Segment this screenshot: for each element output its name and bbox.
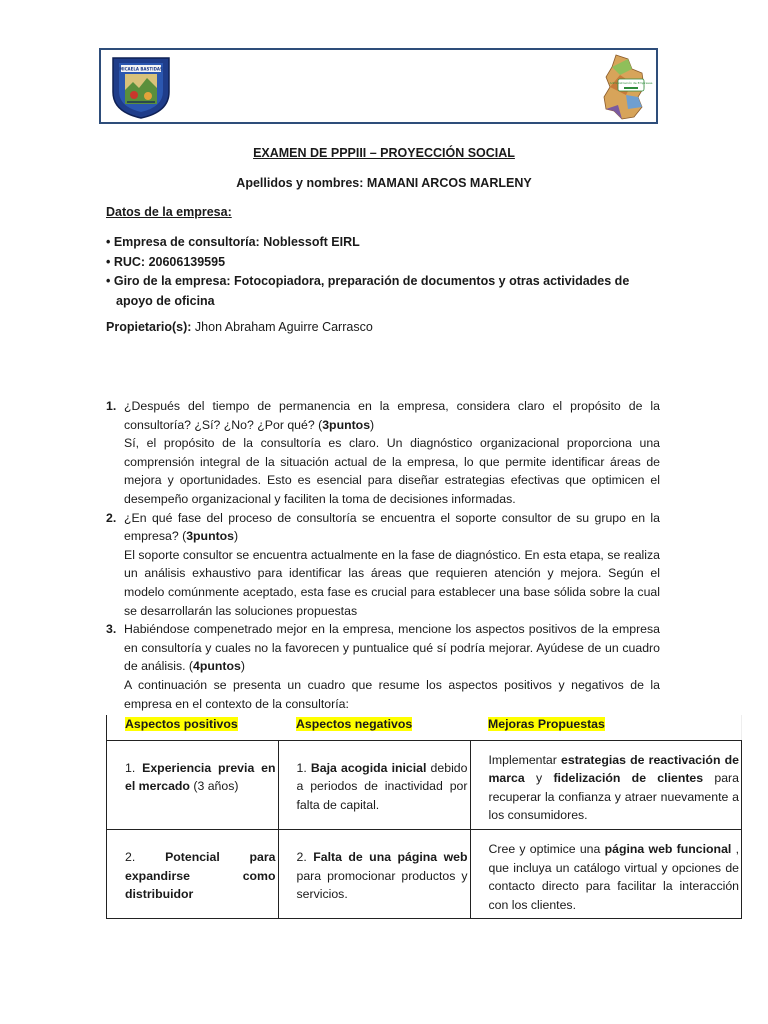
answer-text: A continuación se presenta un cuadro que resume los aspectos positivos y negativos de la empresa en el contexto de la consultoría: bbox=[124, 677, 660, 711]
negative-cell: 2. Falta de una página web para promocionar productos y servicios. bbox=[278, 829, 470, 918]
crest-text: MICAELA BASTIDAS bbox=[119, 66, 163, 72]
student-name-line: Apellidos y nombres: MAMANI ARCOS MARLENY bbox=[236, 176, 532, 190]
question-number: 2. bbox=[106, 510, 117, 525]
header-positive: Aspectos positivos bbox=[107, 715, 279, 740]
question-number: 3. bbox=[106, 622, 117, 637]
question-list bbox=[106, 397, 660, 713]
owner-label: Propietario(s): bbox=[106, 320, 192, 334]
question-text: ¿Después del tiempo de permanencia en la empresa, considera claro el propósito de la consultoría? ¿Sí? ¿No? ¿Por qué? (3puntos) bbox=[124, 399, 660, 432]
faculty-map-logo-icon bbox=[598, 53, 653, 121]
negative-cell: 1. Baja acogida inicial debido a periodos de inactividad por falta de capital. bbox=[278, 740, 470, 829]
question-item bbox=[106, 397, 660, 509]
improvement-cell: Implementar estrategias de reactivación de marca y fidelización de clientes para recuperar la confianza y atraer nuevamente a los consumidores. bbox=[470, 740, 742, 829]
owner-line bbox=[106, 320, 373, 334]
analysis-table bbox=[106, 715, 742, 919]
question-number: 1. bbox=[106, 399, 117, 413]
business-line-bullet: • Giro de la empresa: Fotocopiadora, preparación de documentos y otras actividades de apoyo de oficina bbox=[106, 274, 630, 308]
header-negative: Aspectos negativos bbox=[278, 715, 470, 740]
question-item bbox=[106, 509, 660, 621]
university-crest-icon bbox=[107, 54, 175, 120]
question-item bbox=[106, 620, 660, 713]
question-points: 4puntos bbox=[193, 659, 241, 674]
company-section-title: Datos de la empresa: bbox=[106, 205, 232, 219]
answer-text: El soporte consultor se encuentra actualmente en la fase de diagnóstico. En esta etapa, se realiza un análisis exhaustivo para identificar las áreas que requieren atención y mejora. Según el modelo comúnmente aceptado, esta fase es crucial para establecer una base sólida sobre la cual se desarrollarán las soluciones propuestas bbox=[124, 547, 660, 618]
table-header-row bbox=[107, 715, 742, 740]
positive-cell: 2. Potencial para expandirse como distribuidor bbox=[107, 829, 279, 918]
exam-title: EXAMEN DE PPPIII – PROYECCIÓN SOCIAL bbox=[253, 146, 515, 160]
company-bullet: • Empresa de consultoría: Noblessoft EIRL bbox=[106, 235, 360, 249]
question-points: 3puntos bbox=[322, 417, 371, 432]
header-improvements: Mejoras Propuestas bbox=[470, 715, 742, 740]
positive-cell: 1. Experiencia previa en el mercado (3 años) bbox=[107, 740, 279, 829]
answer-text: Sí, el propósito de la consultoría es claro. Un diagnóstico organizacional proporciona una comprensión integral de la situación actual de la empresa, lo que permite identificar áreas de mejora y oportunidades. Esto es esencial para diseñar estrategias efectivas que optimicen el desempeño organizacional y faciliten la toma de decisiones informadas. bbox=[124, 436, 660, 506]
faculty-logo-text: Administración de Empresas bbox=[609, 81, 653, 85]
improvement-cell: Cree y optimice una página web funcional , que incluya un catálogo virtual y opciones de contacto directo para facilitar la interacción con los clientes. bbox=[470, 829, 742, 918]
ruc-bullet: • RUC: 20606139595 bbox=[106, 254, 226, 269]
table-row bbox=[107, 740, 742, 829]
company-data-list bbox=[106, 233, 666, 311]
question-text: Habiéndose compenetrado mejor en la empresa, mencione los aspectos positivos de la empresa en consultoría y cuales no la favorecen y puntualice qué sí podría mejorar. Ayúdese de un cuadro de análisis. (4puntos) bbox=[124, 622, 660, 674]
question-points: 3puntos bbox=[186, 529, 235, 544]
owner-value: Jhon Abraham Aguirre Carrasco bbox=[191, 320, 373, 334]
question-text: ¿En qué fase del proceso de consultoría se encuentra el soporte consultor de su grupo en la empresa? (3puntos) bbox=[124, 510, 660, 544]
header-banner bbox=[99, 48, 658, 124]
table-row bbox=[107, 829, 742, 918]
